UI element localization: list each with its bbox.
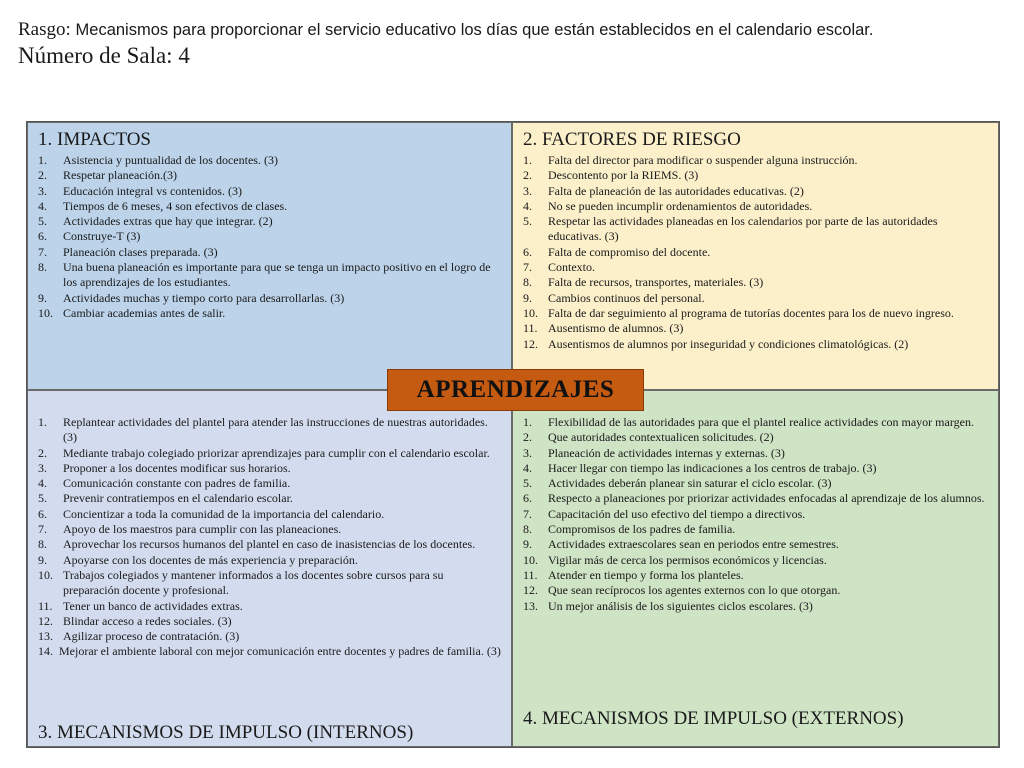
list-item xyxy=(38,168,503,183)
list-item-number: 9. xyxy=(523,290,532,305)
list-item-text: Atender en tiempo y forma los planteles. xyxy=(548,567,744,582)
list-item-number: 12. xyxy=(38,613,53,628)
impulso-externos-title: 4. MECANISMOS DE IMPULSO (EXTERNOS) xyxy=(523,708,904,729)
impulso-internos-quadrant xyxy=(27,390,512,747)
list-item-text: Falta de recursos, transportes, materiales. (3) xyxy=(548,275,764,290)
list-item-text: Blindar acceso a redes sociales. (3) xyxy=(63,613,232,628)
list-item-text: Que autoridades contextualicen solicitudes. (2) xyxy=(548,430,774,445)
list-item-number: 7. xyxy=(523,506,532,521)
list-item-text: Planeación de actividades internas y externas. (3) xyxy=(548,445,785,460)
list-item-text: Mejorar el ambiente laboral con mejor comunicación entre docentes y padres de familia. (3) xyxy=(59,644,501,659)
list-item xyxy=(523,583,990,598)
list-item-number: 4. xyxy=(38,476,47,491)
list-item xyxy=(523,168,990,183)
list-item-number: 11. xyxy=(523,567,538,582)
list-item xyxy=(38,184,503,199)
list-item-text: Actividades extras que hay que integrar. (2) xyxy=(63,214,273,229)
list-item-text: Respecto a planeaciones por priorizar actividades enfocadas al aprendizaje de los alumnos. xyxy=(548,491,985,506)
quadrant-grid xyxy=(26,121,1000,748)
list-item-number: 8. xyxy=(523,275,532,290)
list-item xyxy=(523,291,990,306)
list-item-text: Trabajos colegiados y mantener informados a los docentes sobre cursos para su preparación docente y profesional. xyxy=(63,567,444,598)
list-item-number: 1. xyxy=(523,153,532,167)
list-item-number: 3. xyxy=(523,445,532,460)
list-item xyxy=(523,199,990,214)
list-item-text: No se pueden incumplir ordenamientos de autoridades. xyxy=(548,198,813,213)
list-item-text: Ausentismos de alumnos por inseguridad y condiciones climatológicas. (2) xyxy=(548,336,909,351)
list-item-text: Concientizar a toda la comunidad de la importancia del calendario. xyxy=(63,506,385,521)
list-item-text: Contexto. xyxy=(548,260,595,275)
list-item xyxy=(523,306,990,321)
list-item-text: Planeación clases preparada. (3) xyxy=(63,244,218,259)
list-item-text: Actividades deberán planear sin saturar el ciclo escolar. (3) xyxy=(548,476,832,491)
list-item-number: 8. xyxy=(523,522,532,537)
list-item-text: Mediante trabajo colegiado priorizar aprendizajes para cumplir con el calendario escolar. xyxy=(63,445,490,460)
list-item-text: Aprovechar los recursos humanos del plantel en caso de inasistencias de los docentes. xyxy=(63,537,476,552)
list-item xyxy=(38,153,503,168)
list-item xyxy=(38,568,503,599)
list-item xyxy=(38,306,503,321)
list-item-number: 1. xyxy=(38,153,47,167)
list-item-text: Cambiar academias antes de salir. xyxy=(63,305,226,320)
list-item-number: 10. xyxy=(523,305,538,320)
list-item xyxy=(38,260,503,291)
list-item-text: Proponer a los docentes modificar sus horarios. xyxy=(63,460,291,475)
list-item-text: Falta de planeación de las autoridades educativas. (2) xyxy=(548,183,804,198)
list-item xyxy=(38,491,503,506)
list-item-number: 6. xyxy=(38,506,47,521)
list-item-text: Falta del director para modificar o suspender alguna instrucción. xyxy=(548,153,858,167)
list-item xyxy=(523,153,990,168)
impulso-internos-list xyxy=(38,415,503,660)
list-item-number: 11. xyxy=(38,598,53,613)
list-item-number: 3. xyxy=(38,183,47,198)
aprendizajes-label: APRENDIZAJES xyxy=(387,369,644,411)
list-item-number: 5. xyxy=(38,491,47,506)
list-item xyxy=(38,629,503,644)
list-item-text: Respetar las actividades planeadas en los calendarios por parte de las autoridades educativas. (3) xyxy=(548,214,938,244)
list-item-text: Compromisos de los padres de familia. xyxy=(548,522,736,537)
list-item-number: 9. xyxy=(38,552,47,567)
list-item xyxy=(38,537,503,552)
list-item-text: Actividades extraescolares sean en periodos entre semestres. xyxy=(548,537,839,552)
list-item xyxy=(38,415,503,446)
list-item-number: 2. xyxy=(38,445,47,460)
list-item xyxy=(523,245,990,260)
list-item xyxy=(523,275,990,290)
list-item xyxy=(523,568,990,583)
list-item xyxy=(38,229,503,244)
list-item xyxy=(38,214,503,229)
list-item-number: 5. xyxy=(523,476,532,491)
list-item xyxy=(38,599,503,614)
list-item-text: Tiempos de 6 meses, 4 son efectivos de clases. xyxy=(63,198,288,213)
list-item-number: 6. xyxy=(38,229,47,244)
list-item-number: 2. xyxy=(38,168,47,183)
list-item xyxy=(523,430,990,445)
list-item-number: 5. xyxy=(523,214,532,229)
list-item-number: 4. xyxy=(523,460,532,475)
impulso-internos-title: 3. MECANISMOS DE IMPULSO (INTERNOS) xyxy=(38,722,414,743)
rasgo-text: Mecanismos para proporcionar el servicio educativo los días que están establecidos en el calendario escolar. xyxy=(75,21,874,39)
list-item-number: 10. xyxy=(38,305,53,320)
list-item-text: Ausentismo de alumnos. (3) xyxy=(548,321,684,336)
list-item-text: Construye-T (3) xyxy=(63,229,141,244)
list-item xyxy=(523,599,990,614)
list-item-number: 8. xyxy=(38,260,47,275)
list-item xyxy=(523,260,990,275)
list-item-text: Descontento por la RIEMS. (3) xyxy=(548,168,699,183)
list-item-number: 7. xyxy=(38,522,47,537)
list-item-number: 4. xyxy=(38,198,47,213)
impulso-externos-quadrant xyxy=(512,390,999,747)
list-item-text: Flexibilidad de las autoridades para que el plantel realice actividades con mayor margen. xyxy=(548,415,974,429)
list-item-text: Hacer llegar con tiempo las indicaciones a los centros de trabajo. (3) xyxy=(548,460,877,475)
list-item-number: 1. xyxy=(523,415,532,429)
list-item xyxy=(38,522,503,537)
list-item xyxy=(523,214,990,245)
rasgo-line xyxy=(18,18,1008,42)
list-item-number: 6. xyxy=(523,491,532,506)
list-item-text: Una buena planeación es importante para que se tenga un impacto positivo en el logro de los aprendizajes de los estudiantes. xyxy=(63,260,491,290)
list-item-text: Cambios continuos del personal. xyxy=(548,290,705,305)
list-item-text: Asistencia y puntualidad de los docentes. (3) xyxy=(63,153,278,167)
list-item xyxy=(523,446,990,461)
list-item xyxy=(523,476,990,491)
list-item xyxy=(38,291,503,306)
list-item-number: 1. xyxy=(38,415,47,429)
slide-header xyxy=(18,18,1008,70)
list-item xyxy=(523,184,990,199)
list-item xyxy=(523,321,990,336)
factores-riesgo-quadrant xyxy=(512,122,999,390)
list-item-number: 2. xyxy=(523,430,532,445)
list-item-number: 10. xyxy=(38,567,53,582)
sala-number: Número de Sala: 4 xyxy=(18,43,190,68)
list-item-text: Apoyo de los maestros para cumplir con las planeaciones. xyxy=(63,522,342,537)
list-item xyxy=(38,644,503,659)
list-item xyxy=(38,507,503,522)
list-item-text: Agilizar proceso de contratación. (3) xyxy=(63,629,240,644)
list-item-number: 12. xyxy=(523,583,538,598)
list-item xyxy=(38,553,503,568)
impactos-quadrant xyxy=(27,122,512,390)
list-item-text: Replantear actividades del plantel para atender las instrucciones de nuestras autoridades. (3) xyxy=(63,415,488,445)
list-item xyxy=(38,245,503,260)
impactos-list xyxy=(38,153,503,321)
list-item xyxy=(523,537,990,552)
list-item-number: 8. xyxy=(38,537,47,552)
list-item-text: Capacitación del uso efectivo del tiempo a directivos. xyxy=(548,506,806,521)
list-item xyxy=(523,461,990,476)
list-item xyxy=(523,553,990,568)
list-item-text: Falta de compromiso del docente. xyxy=(548,244,711,259)
list-item-text: Comunicación constante con padres de familia. xyxy=(63,476,291,491)
list-item xyxy=(523,491,990,506)
list-item-number: 12. xyxy=(523,336,538,351)
list-item-text: Un mejor análisis de los siguientes ciclos escolares. (3) xyxy=(548,598,813,613)
factores-riesgo-list xyxy=(523,153,990,352)
factores-riesgo-title: 2. FACTORES DE RIESGO xyxy=(523,129,741,150)
list-item xyxy=(523,507,990,522)
list-item-text: Apoyarse con los docentes de más experiencia y preparación. xyxy=(63,552,358,567)
list-item-number: 14. xyxy=(38,644,53,659)
list-item-text: Que sean recíprocos los agentes externos con lo que otorgan. xyxy=(548,583,841,598)
list-item xyxy=(38,476,503,491)
list-item-number: 9. xyxy=(523,537,532,552)
list-item xyxy=(38,199,503,214)
list-item-text: Falta de dar seguimiento al programa de tutorías docentes para los de nuevo ingreso. xyxy=(548,305,954,320)
list-item-text: Tener un banco de actividades extras. xyxy=(63,598,243,613)
list-item xyxy=(523,415,990,430)
list-item-number: 7. xyxy=(523,260,532,275)
list-item xyxy=(523,337,990,352)
list-item-number: 3. xyxy=(38,460,47,475)
list-item-text: Vigilar más de cerca los permisos económicos y licencias. xyxy=(548,552,827,567)
list-item-text: Educación integral vs contenidos. (3) xyxy=(63,183,242,198)
list-item-number: 13. xyxy=(523,598,538,613)
rasgo-label: Rasgo: xyxy=(18,19,71,40)
list-item-number: 10. xyxy=(523,552,538,567)
list-item xyxy=(38,461,503,476)
list-item-number: 7. xyxy=(38,244,47,259)
list-item-number: 5. xyxy=(38,214,47,229)
list-item-text: Respetar planeación.(3) xyxy=(63,168,177,183)
list-item-number: 9. xyxy=(38,290,47,305)
list-item xyxy=(38,446,503,461)
list-item-text: Prevenir contratiempos en el calendario escolar. xyxy=(63,491,293,506)
list-item-number: 11. xyxy=(523,321,538,336)
impulso-externos-list xyxy=(523,415,990,614)
list-item-number: 4. xyxy=(523,198,532,213)
impactos-title: 1. IMPACTOS xyxy=(38,129,151,150)
list-item-text: Actividades muchas y tiempo corto para desarrollarlas. (3) xyxy=(63,290,345,305)
list-item-number: 3. xyxy=(523,183,532,198)
list-item xyxy=(523,522,990,537)
list-item-number: 2. xyxy=(523,168,532,183)
list-item-number: 13. xyxy=(38,629,53,644)
list-item xyxy=(38,614,503,629)
list-item-number: 6. xyxy=(523,244,532,259)
